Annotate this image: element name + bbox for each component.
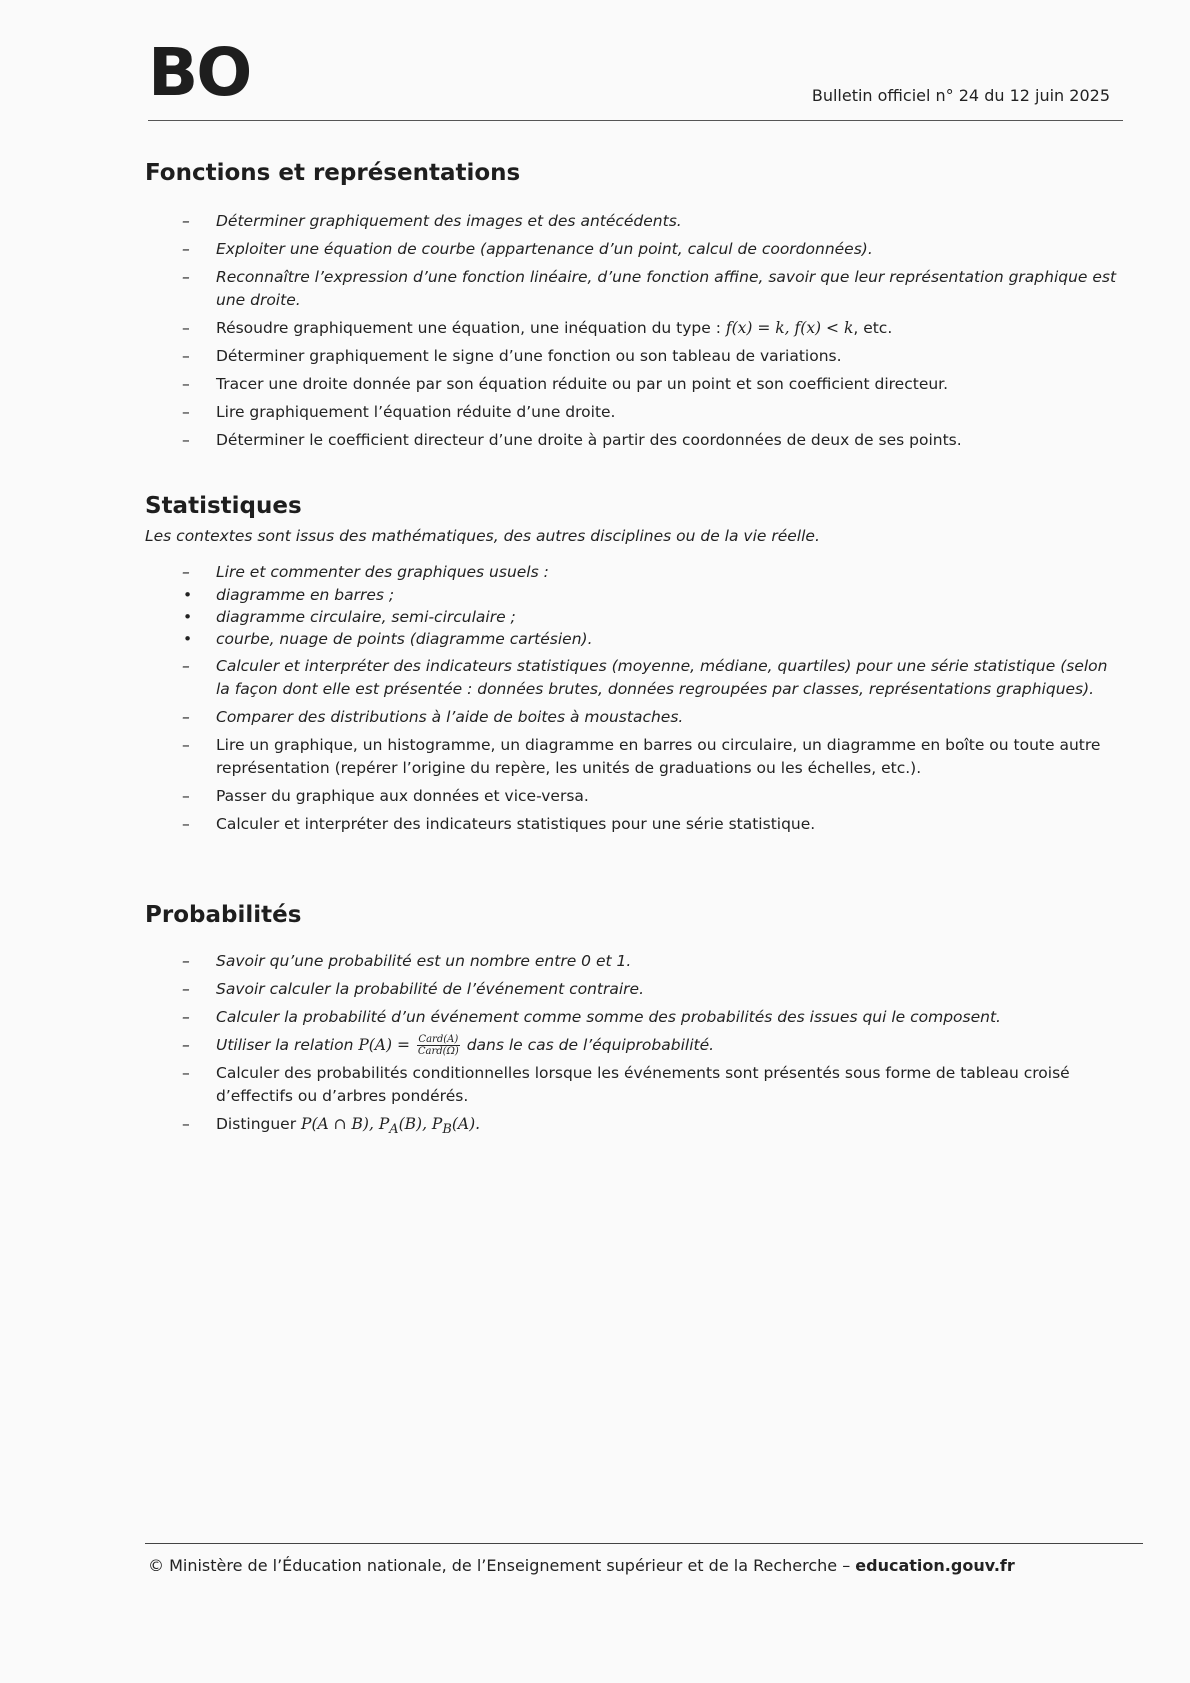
list-item: – Lire un graphique, un histogramme, un diagramme en barres ou circulaire, un diagramme en boîte ou toute autre représentation (repérer l’origine du repère, les unités de graduations ou les échelles, etc.). — [145, 734, 1125, 780]
list-item: – Comparer des distributions à l’aide de boites à moustaches. — [145, 706, 1125, 729]
list-item: – Utiliser la relation P(A) = $\frac{\text{Card(A)}}{\text{Card(Ω)}}$ dans le cas de l’équiprobabilité. — [145, 1034, 1125, 1057]
fonctions-list — [145, 210, 1125, 452]
list-item: – Calculer et interpréter des indicateurs statistiques (moyenne, médiane, quartiles) pour une série statistique (selon la façon dont elle est présentée : données brutes, données regroupées par classes, représentations graphiques). — [145, 655, 1125, 701]
inequation-formula: f(x) = k, f(x) < k — [725, 319, 854, 337]
header-divider — [148, 120, 1123, 121]
bo-logo: BO — [148, 34, 251, 111]
bullet-item: • diagramme circulaire, semi-circulaire ; — [145, 606, 1125, 628]
list-item: – Lire et commenter des graphiques usuels : • diagramme en barres ; • diagramme circulaire, semi-circulaire ; • courbe, nuage de points (diagramme cartésien). — [145, 561, 1125, 650]
footer-site-link[interactable]: education.gouv.fr — [855, 1556, 1015, 1575]
list-item: – Passer du graphique aux données et vice-versa. — [145, 785, 1125, 808]
card-fraction: $\frac{\text{Card(A)}}{\text{Card(Ω)}}$ — [417, 1034, 459, 1057]
list-item: – Savoir calculer la probabilité de l’événement contraire. — [145, 978, 1125, 1001]
section-title: Probabilités — [145, 902, 302, 928]
footer-copyright: © Ministère de l’Éducation nationale, de l’Enseignement supérieur et de la Recherche – education.gouv.fr — [148, 1556, 1015, 1575]
bullet-item: • courbe, nuage de points (diagramme cartésien). — [145, 628, 1125, 650]
list-item: – Déterminer graphiquement des images et des antécédents. — [145, 210, 1125, 233]
list-item: – Distinguer P(A ∩ B), $P_A(B)$, $P_B(A)$. — [145, 1113, 1125, 1141]
section-intro: Les contextes sont issus des mathématiques, des autres disciplines ou de la vie réelle. — [145, 527, 820, 545]
section-probabilites — [145, 902, 1125, 1146]
list-item: – Déterminer graphiquement le signe d’une fonction ou son tableau de variations. — [145, 345, 1125, 368]
list-item: – Calculer la probabilité d’un événement comme somme des probabilités des issues qui le composent. — [145, 1006, 1125, 1029]
probabilites-list — [145, 950, 1125, 1141]
list-item: – Tracer une droite donnée par son équation réduite ou par un point et son coefficient directeur. — [145, 373, 1125, 396]
list-item: – Résoudre graphiquement une équation, une inéquation du type : f(x) = k, f(x) < k, etc. — [145, 317, 1125, 340]
list-item: – Calculer et interpréter des indicateurs statistiques pour une série statistique. — [145, 813, 1125, 836]
list-item: – Savoir qu’une probabilité est un nombre entre 0 et 1. — [145, 950, 1125, 973]
list-item: – Calculer des probabilités conditionnelles lorsque les événements sont présentés sous forme de tableau croisé d’effectifs ou d’arbres pondérés. — [145, 1062, 1125, 1108]
bullet-item: • diagramme en barres ; — [145, 584, 1125, 606]
section-title: Statistiques — [145, 493, 302, 519]
list-item: – Reconnaître l’expression d’une fonction linéaire, d’une fonction affine, savoir que leur représentation graphique est une droite. — [145, 266, 1125, 312]
list-item: – Exploiter une équation de courbe (appartenance d’un point, calcul de coordonnées). — [145, 238, 1125, 261]
probability-formula: P(A) = — [358, 1036, 415, 1054]
conditional-formula: P(A ∩ B), $P_A(B)$, $P_B(A)$. — [301, 1115, 481, 1138]
statistiques-list — [145, 561, 1125, 836]
section-fonctions — [145, 160, 1125, 457]
section-title: Fonctions et représentations — [145, 160, 521, 186]
footer-divider — [145, 1543, 1143, 1544]
section-statistiques — [145, 493, 1125, 841]
list-item: – Déterminer le coefficient directeur d’une droite à partir des coordonnées de deux de ses points. — [145, 429, 1125, 452]
graph-types-list — [145, 584, 1125, 650]
list-item: – Lire graphiquement l’équation réduite d’une droite. — [145, 401, 1125, 424]
bulletin-reference: Bulletin officiel n° 24 du 12 juin 2025 — [811, 86, 1110, 105]
